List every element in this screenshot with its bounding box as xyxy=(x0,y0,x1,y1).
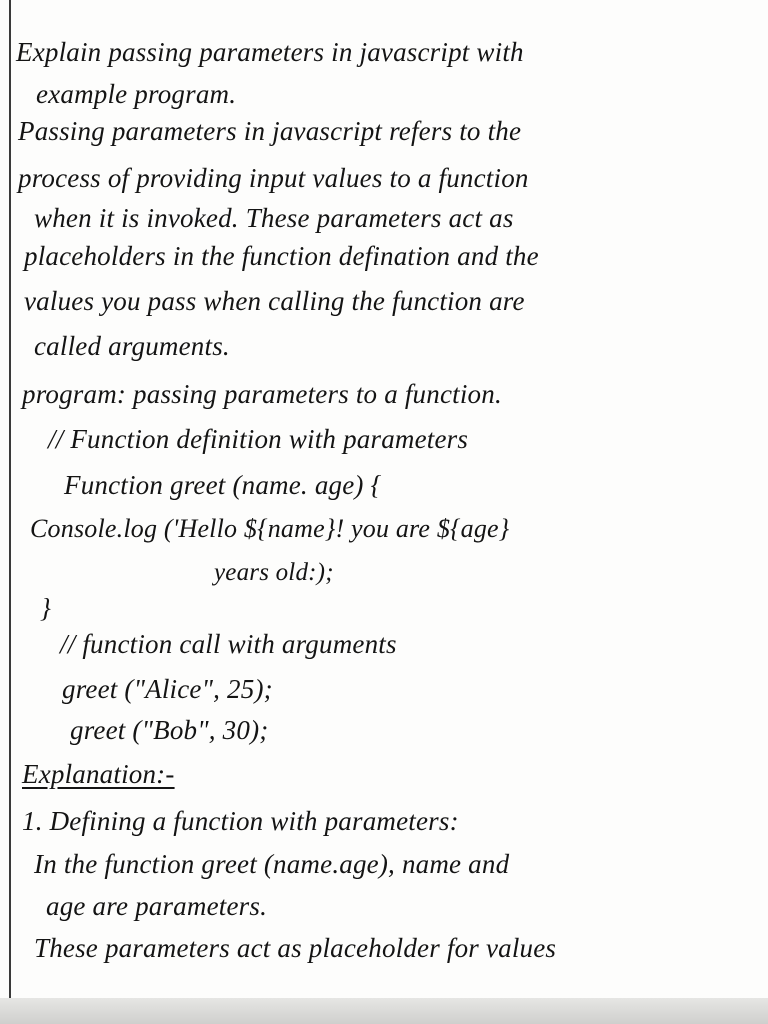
page-bottom-edge xyxy=(0,998,768,1024)
explanation-line-1: In the function greet (name.age), name and xyxy=(34,849,510,879)
code-comment-call: // function call with arguments xyxy=(60,629,397,659)
code-comment-definition: // Function definition with parameters xyxy=(48,424,469,454)
explanation-line-3: These parameters act as placeholder for values xyxy=(34,933,557,963)
explanation-line-2: age are parameters. xyxy=(46,891,268,921)
explanation-heading: Explanation:- xyxy=(22,759,175,789)
answer-line-2: process of providing input values to a function xyxy=(18,163,529,193)
code-console-log: Console.log ('Hello ${name}! you are ${age} xyxy=(30,514,510,543)
program-heading: program: passing parameters to a function. xyxy=(22,379,502,409)
code-console-log-continued: years old:); xyxy=(214,559,334,586)
answer-line-1: Passing parameters in javascript refers to the xyxy=(18,116,522,146)
answer-line-4: placeholders in the function defination and the xyxy=(24,241,539,271)
answer-line-3: when it is invoked. These parameters act as xyxy=(34,203,514,233)
code-function-declaration: Function greet (name. age) { xyxy=(64,470,382,500)
code-call-alice: greet ("Alice", 25); xyxy=(62,674,273,704)
question-line-1: Explain passing parameters in javascript with xyxy=(16,37,524,67)
code-closing-brace: } xyxy=(40,593,51,623)
answer-line-5: values you pass when calling the function are xyxy=(24,286,525,316)
page-margin-line xyxy=(9,0,11,1000)
explanation-point-1: 1. Defining a function with parameters: xyxy=(22,806,459,836)
question-line-2: example program. xyxy=(36,79,237,109)
answer-line-6: called arguments. xyxy=(34,331,230,361)
code-call-bob: greet ("Bob", 30); xyxy=(70,715,269,745)
